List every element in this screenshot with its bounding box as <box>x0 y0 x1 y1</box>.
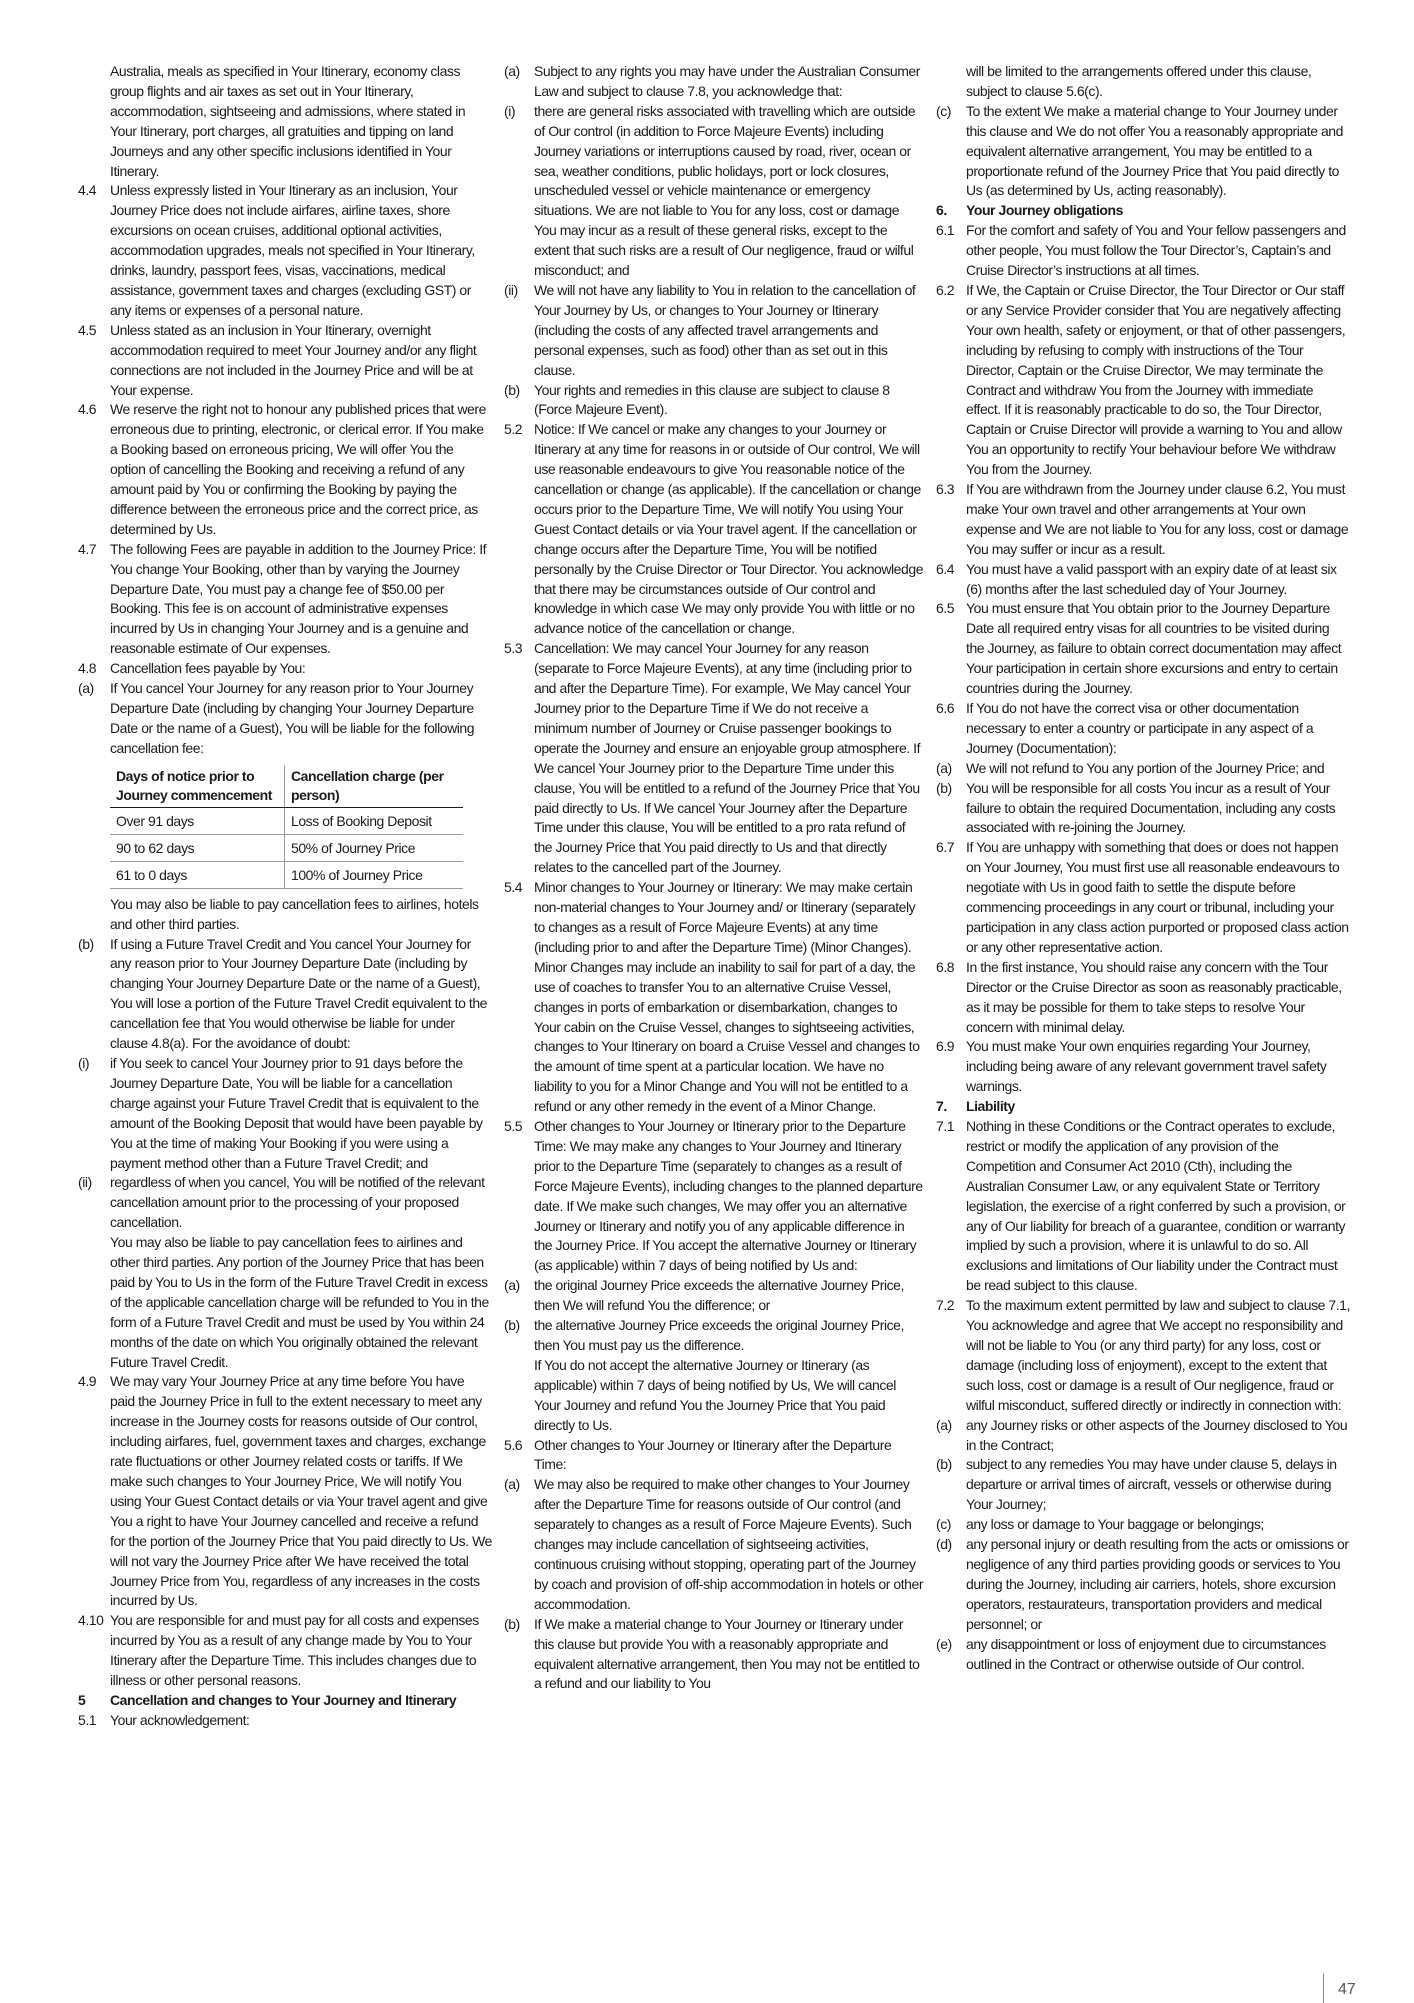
column-2 <box>504 62 924 1694</box>
clause-text: Your acknowledgement: <box>110 1711 250 1728</box>
clause-number: (b) <box>504 1317 520 1334</box>
cell-days: Over 91 days <box>110 807 285 834</box>
clause-5-1-b <box>504 381 924 421</box>
clause-text: The following Fees are payable in addition to the Journey Price: If You change Your Booking, other than by varying the Journey Departure Date, You must pay a change fee of $50.00 per Booking. This fee is on account of administrative expenses incurred by Us in changing Your Journey and is a genuine and reasonable estimate of Our expenses. <box>110 540 487 657</box>
clause-text: We will not refund to You any portion of the Journey Price; and <box>966 759 1325 776</box>
clause-text: If You are unhappy with something that does or does not happen on Your Journey, You must first use all reasonable endeavours to negotiate with Us in good faith to settle the dispute before commencing proceedings in any court or tribunal, including your participation in any class action purported or proposed class action or any other representative action. <box>966 839 1349 955</box>
clause-number: 6.5 <box>936 600 955 617</box>
section-7-heading <box>936 1097 1350 1117</box>
clause-number: (i) <box>504 102 516 119</box>
clause-5-4 <box>504 878 924 1117</box>
clause-number: 6.6 <box>936 700 955 716</box>
clause-4-8-a <box>78 679 492 759</box>
clause-text: Other changes to Your Journey or Itinerary after the Departure Time: <box>534 1436 892 1473</box>
clause-7-2-d <box>936 1535 1350 1635</box>
clause-4-8-b-note: You may also be liable to pay cancellation fees to airlines and other third parties. Any portion of the Journey Price that has been paid by You to Us in the form of the Future Travel Credit in excess of the applicable cancellation charge will be refunded to You in the form of a Future Travel Credit and must be used by You within 24 months of the date on which You originally obtained the relevant Future Travel Credit. <box>110 1234 489 1370</box>
clause-6-5 <box>936 599 1350 699</box>
clause-number: (ii) <box>504 281 518 298</box>
clause-number: (b) <box>78 935 94 952</box>
clause-6-7 <box>936 838 1350 957</box>
section-title: Liability <box>966 1098 1015 1115</box>
clause-6-9 <box>936 1037 1350 1097</box>
clause-4-7 <box>78 540 492 659</box>
cell-days: 90 to 62 days <box>110 834 285 861</box>
clause-5-6 <box>504 1436 924 1476</box>
clause-4-3-continuation: Australia, meals as specified in Your Itinerary, economy class group flights and air taxes as set out in Your Itinerary, accommodation, sightseeing and admissions, where stated in Your Itinerary, port charges, all gratuities and tipping on land Journeys and any other specific inclusions identified in Your Itinerary. <box>110 63 466 179</box>
clause-4-8-b <box>78 935 492 1054</box>
clause-5-6-b <box>504 1615 924 1695</box>
clause-6-6-a <box>936 759 1350 779</box>
clause-5-5-b <box>504 1316 924 1356</box>
clause-number: 4.7 <box>78 540 97 557</box>
clause-4-8-b-i <box>78 1054 492 1173</box>
clause-5-2 <box>504 420 924 639</box>
clause-number: (i) <box>78 1054 90 1071</box>
cell-charge: 100% of Journey Price <box>285 861 464 888</box>
cell-charge: Loss of Booking Deposit <box>285 807 464 834</box>
clause-number: (a) <box>78 680 94 697</box>
page-number: 47 <box>1338 1981 1356 1998</box>
clause-number: 4.6 <box>78 401 97 418</box>
clause-5-6-b-continuation: will be limited to the arrangements offered under this clause, subject to clause 5.6(c). <box>966 63 1312 99</box>
cell-charge: 50% of Journey Price <box>285 834 464 861</box>
clause-7-2-b <box>936 1455 1350 1515</box>
section-6-heading <box>936 201 1350 221</box>
clause-text: any disappointment or loss of enjoyment due to circumstances outlined in the Contract or otherwise outside of Our control. <box>966 1635 1326 1672</box>
clause-5-1 <box>78 1711 492 1731</box>
clause-number: 4.4 <box>78 182 97 199</box>
clause-text: You must ensure that You obtain prior to the Journey Departure Date all required entry visas for all countries to be visited during the Journey, as failure to obtain correct documentation may affect Your participation in certain shore excursions and entry to certain countries during the Journey. <box>966 600 1342 697</box>
clause-text: You must make Your own enquiries regarding Your Journey, including being aware of any relevant government travel safety warnings. <box>966 1038 1327 1095</box>
clause-text: Cancellation fees payable by You: <box>110 660 306 677</box>
clause-number: (e) <box>936 1635 952 1652</box>
clause-text: any Journey risks or other aspects of the Journey disclosed to You in the Contract; <box>966 1416 1348 1453</box>
clause-text: the original Journey Price exceeds the alternative Journey Price, then We will refund You the difference; or <box>534 1277 904 1314</box>
clause-text: For the comfort and safety of You and Your fellow passengers and other people, You must follow the Tour Director’s, Captain’s and Cruise Director’s instructions at all times. <box>966 222 1346 279</box>
clause-number: 5.3 <box>504 640 523 657</box>
column-1 <box>78 62 492 1731</box>
clause-text: If You are withdrawn from the Journey under clause 6.2, You must make Your own travel and other arrangements at Your own expense and We are not liable to You for any loss, cost or damage You may suffer or incur as a result. <box>966 481 1349 557</box>
clause-text: Unless stated as an inclusion in Your Itinerary, overnight accommodation required to meet Your Journey and/or any flight connections are not included in the Journey Price and will be at Your expense. <box>110 321 477 398</box>
clause-text: if You seek to cancel Your Journey prior to 91 days before the Journey Departure Date, You will be liable for a cancellation charge against your Future Travel Credit that is equivalent to the amount of the Booking Deposit that would have been payable by You at the time of making Your Booking if you were using a payment method other than a Future Travel Credit; and <box>110 1054 483 1171</box>
section-number: 5 <box>78 1691 86 1708</box>
clause-text: You are responsible for and must pay for all costs and expenses incurred by You as a result of any change made by You to Your Itinerary after the Departure Time. This includes changes due to illness or other personal reasons. <box>110 1612 479 1689</box>
clause-4-4 <box>78 181 492 320</box>
section-title: Your Journey obligations <box>966 202 1123 219</box>
clause-text: You must have a valid passport with an expiry date of at least six (6) months after the last scheduled day of Your Journey. <box>966 560 1337 597</box>
clause-6-2 <box>936 281 1350 480</box>
clause-5-5 <box>504 1117 924 1276</box>
clause-number: 6.9 <box>936 1038 955 1055</box>
clause-4-8 <box>78 659 492 679</box>
table-row <box>110 807 463 834</box>
clause-number: (c) <box>936 102 951 119</box>
clause-text: Unless expressly listed in Your Itinerary as an inclusion, Your Journey Price does not include airfares, airline taxes, shore excursions on ocean cruises, additional optional activities, accommodation upgrades, meals not specified in Your Itinerary, drinks, laundry, passport fees, visas, vaccinations, medical assistance, government taxes and charges (excluding GST) or any items or expenses of a personal nature. <box>110 182 475 318</box>
clause-number: (b) <box>936 779 952 796</box>
page-number-divider <box>1323 1973 1324 2003</box>
clause-number: (b) <box>936 1456 952 1473</box>
clause-number: 5.6 <box>504 1436 523 1453</box>
clause-number: (b) <box>504 381 520 398</box>
clause-text: We reserve the right not to honour any published prices that were erroneous due to printing, electronic, or clerical error. If You make a Booking based on erroneous pricing, We will offer You the option of cancelling the Booking and receiving a refund of any amount paid by You or confirming the Booking by paying the difference between the erroneous price and the correct price, as determined by Us. <box>110 401 486 537</box>
clause-5-6-a <box>504 1475 924 1614</box>
clause-number: 6.2 <box>936 281 955 298</box>
clause-number: 6.1 <box>936 222 955 239</box>
clause-text: there are general risks associated with travelling which are outside of Our control (in addition to Force Majeure Events) including Journey variations or interruptions caused by road, river, ocean or sea, weather conditions, public holidays, port or lock closures, unscheduled vessel or vehicle maintenance or emergency situations. We are not liable to You for any loss, cost or damage You may incur as a result of these general risks, except to the extent that such risks are a result of Our negligence, fraud or wilful misconduct; and <box>534 102 916 279</box>
clause-number: (b) <box>504 1615 520 1632</box>
clause-number: (d) <box>936 1536 952 1553</box>
clause-number: (a) <box>936 759 952 776</box>
clause-5-1-a <box>504 62 924 102</box>
clause-number: 7.1 <box>936 1118 955 1135</box>
clause-number: 5.2 <box>504 421 523 438</box>
clause-7-2 <box>936 1296 1350 1415</box>
clause-text: Other changes to Your Journey or Itinerary prior to the Departure Time: We may make any changes to Your Journey and Itinerary prior to the Departure Time (separately to changes as a result of Force Majeure Events), including changes to the planned departure date. If We make such changes, We may offer you an alternative Journey or Itinerary and notify you of any applicable difference in the Journey Price. If You accept the alternative Journey or Itinerary (as applicable) within 7 days of being notified by Us and: <box>534 1118 923 1274</box>
clause-number: 6.3 <box>936 481 955 498</box>
clause-number: 4.8 <box>78 660 97 677</box>
clause-number: (a) <box>504 63 520 79</box>
clause-text: We may vary Your Journey Price at any time before You have paid the Journey Price in full to the extent necessary to meet any increase in the Journey costs for reasons outside of Our control, including airfares, fuel, government taxes and charges, exchange rate fluctuations or other Journey related costs or tariffs. If We make such changes to Your Journey Price, We will notify You using Your Guest Contact details or via Your travel agent and give You a right to have Your Journey cancelled and receive a refund for the portion of the Journey Price that You paid directly to Us. We will not vary the Journey Price after We have received the total Journey Price from You, regardless of any increases in the costs incurred by Us. <box>110 1373 492 1609</box>
section-number: 7. <box>936 1098 947 1115</box>
clause-number: (a) <box>504 1476 520 1493</box>
clause-number: 5.5 <box>504 1118 523 1135</box>
clause-number: 4.5 <box>78 321 97 338</box>
clause-text: You will be responsible for all costs You incur as a result of Your failure to obtain the required Documentation, including any costs associated with re-joining the Journey. <box>966 779 1336 836</box>
section-number: 6. <box>936 202 947 219</box>
clause-number: (c) <box>936 1516 951 1533</box>
clause-text: To the maximum extent permitted by law and subject to clause 7.1, You acknowledge and agree that We accept no responsibility and will not be liable to You (or any third party) for any loss, cost or damage (including loss of enjoyment), except to the extent that such loss, cost or damage is a result of Our negligence, fraud or wilful misconduct, suffered directly or indirectly in connection with: <box>966 1297 1350 1413</box>
clause-5-6-c <box>936 102 1350 202</box>
clause-7-1 <box>936 1117 1350 1296</box>
clause-text: If You cancel Your Journey for any reason prior to Your Journey Departure Date (including by changing Your Journey Departure Date or the name of a Guest), You will be liable for the following cancellation fee: <box>110 680 475 756</box>
clause-text: Subject to any rights you may have under the Australian Consumer Law and subject to clause 7.8, you acknowledge that: <box>534 63 920 99</box>
clause-text: In the first instance, You should raise any concern with the Tour Director or the Cruise Director as soon as reasonably practicable, as it may be possible for them to take steps to resolve Your concern with minimal delay. <box>966 958 1342 1035</box>
cell-days: 61 to 0 days <box>110 861 285 888</box>
section-5-heading <box>78 1691 492 1711</box>
clause-text: If You do not have the correct visa or other documentation necessary to enter a country or participate in any aspect of a Journey (Documentation): <box>966 700 1314 756</box>
clause-number: 4.9 <box>78 1373 97 1390</box>
clause-6-3 <box>936 480 1350 560</box>
section-title: Cancellation and changes to Your Journey and Itinerary <box>110 1691 457 1708</box>
clause-number: 7.2 <box>936 1297 955 1314</box>
clause-text: subject to any remedies You may have under clause 5, delays in departure or arrival times of aircraft, vessels or otherwise during Your Journey; <box>966 1456 1337 1513</box>
clause-text: regardless of when you cancel, You will be notified of the relevant cancellation amount prior to the processing of your proposed cancellation. <box>110 1174 485 1231</box>
clause-text: any personal injury or death resulting from the acts or omissions or negligence of any third parties providing goods or services to You during the Journey, including air carriers, hotels, shore excursion operators, restaurateurs, transportation providers and medical personnel; or <box>966 1536 1349 1632</box>
clause-text: To the extent We make a material change to Your Journey under this clause and We do not offer You a reasonably appropriate and equivalent alternative arrangement, You may be entitled to a proportionate refund of the Journey Price that You paid directly to Us (as determined by Us, acting reasonably). <box>966 102 1343 199</box>
clause-7-2-e <box>936 1635 1350 1675</box>
column-header-days: Days of notice prior to Journey commencement <box>110 765 285 808</box>
clause-text: Cancellation: We may cancel Your Journey for any reason (separate to Force Majeure Events), at any time (including prior to and after the Departure Time). For example, We May cancel Your Journey prior to the Departure Time if We do not receive a minimum number of Journey or Cruise passenger bookings to operate the Journey and ensure an enjoyable group atmosphere. If We cancel Your Journey prior to the Departure Time under this clause, You will be entitled to a refund of the Journey Price that You paid directly to Us. If We cancel Your Journey after the Departure Time under this clause, You will be entitled to a pro rata refund of the Journey Price that You paid directly to Us and that directly relates to the cancelled part of the Journey. <box>534 640 921 876</box>
clause-text: Minor changes to Your Journey or Itinerary: We may make certain non-material changes to Your Journey and/ or Itinerary (separately to changes as a result of Force Majeure Events) at any time (including prior to and after the Departure Time) (Minor Changes). Minor Changes may include an inability to sail for part of a day, the use of coaches to transfer You to an alternative Cruise Vessel, changes in ports of embarkation or disembarkation, changes to Your cabin on the Cruise Vessel, changes to sightseeing activities, changes to Your Itinerary on board a Cruise Vessel and changes to the amount of time spent at a particular location. We have no liability to you for a Minor Change and You will not be entitled to a refund or any other remedy in the event of a Minor Change. <box>534 879 920 1115</box>
clause-6-6-b <box>936 779 1350 839</box>
clause-6-4 <box>936 560 1350 600</box>
clause-6-1 <box>936 221 1350 281</box>
clause-4-6 <box>78 400 492 539</box>
clause-text: If using a Future Travel Credit and You cancel Your Journey for any reason prior to Your Journey Departure Date (including by changing Your Journey Departure Date or the name of a Guest), You will lose a portion of the Future Travel Credit equivalent to the cancellation fee that You would otherwise be liable for under clause 4.8(a). For the avoidance of doubt: <box>110 935 488 1052</box>
clause-text: Nothing in these Conditions or the Contract operates to exclude, restrict or modify the application of any provision of the Competition and Consumer Act 2010 (Cth), including the Australian Consumer Law, or any equivalent State or Territory legislation, the exercise of a right conferred by such a provision, or any of Our liability for breach of a guarantee, condition or warranty implied by such a provision, where it is unlawful to do so. All exclusions and limitations of Our liability under the Contract must be read subject to this clause. <box>966 1118 1346 1294</box>
column-header-charge: Cancellation charge (per person) <box>285 765 464 808</box>
clause-text: If We make a material change to Your Journey or Itinerary under this clause but provide You with a reasonably appropriate and equivalent alternative arrangement, then You may not be entitled to a refund and our liability to You <box>534 1615 920 1692</box>
clause-5-3 <box>504 639 924 878</box>
table-header-row <box>110 765 463 808</box>
clause-text: any loss or damage to Your baggage or belongings; <box>966 1516 1264 1533</box>
column-3 <box>936 62 1350 1674</box>
clause-number: (a) <box>936 1416 952 1433</box>
clause-6-8 <box>936 958 1350 1038</box>
clause-5-5-a <box>504 1276 924 1316</box>
clause-number: 6.7 <box>936 839 955 856</box>
clause-text: Your rights and remedies in this clause are subject to clause 8 (Force Majeure Event). <box>534 381 890 418</box>
clause-number: 6.8 <box>936 958 955 975</box>
cancellation-fee-table <box>110 765 463 889</box>
clause-5-1-a-ii <box>504 281 924 381</box>
clause-text: If We, the Captain or Cruise Director, the Tour Director or Our staff or any Service Provider consider that You are negatively affecting Your own health, safety or enjoyment, or that of other passengers, including by refusing to comply with instructions of the Tour Director, Captain or the Cruise Director, We may terminate the Contract and withdraw You from the Journey with immediate effect. If it is reasonably practicable to do so, the Tour Director, Captain or Cruise Director will provide a warning to You and allow You an opportunity to rectify Your behaviour before We withdraw You from the Journey. <box>966 281 1346 478</box>
clause-number: 5.1 <box>78 1711 97 1728</box>
clause-text: Notice: If We cancel or make any changes to your Journey or Itinerary at any time for reasons in or outside of Our control, We will use reasonable endeavours to give You reasonable notice of the cancellation or change (as applicable). If the cancellation or change occurs prior to the Departure Time, We will notify You using Your Guest Contact details or via Your travel agent. If the cancellation or change occurs after the Departure Time, You will be notified personally by the Cruise Director or Tour Director. You acknowledge that there may be circumstances outside of Our control and knowledge in which case We may only provide You with little or no advance notice of the cancellation or change. <box>534 421 924 637</box>
clause-number: (ii) <box>78 1174 92 1191</box>
clause-number: (a) <box>504 1277 520 1294</box>
clause-4-5 <box>78 321 492 401</box>
table-row <box>110 834 463 861</box>
clause-text: We will not have any liability to You in relation to the cancellation of Your Journey by Us, or changes to Your Journey or Itinerary (including the costs of any affected travel arrangements and personal expenses, such as food) other than as set out in this clause. <box>534 281 916 378</box>
clause-4-9 <box>78 1372 492 1611</box>
clause-number: 6.4 <box>936 560 955 577</box>
clause-text: We may also be required to make other changes to Your Journey after the Departure Time for reasons outside of Our control (and separately to changes as a result of Force Majeure Events). Such changes may include cancellation of sightseeing activities, continuous cruising without stopping, operating part of the Journey by coach and provision of off-ship accommodation in hotels or other accommodation. <box>534 1476 924 1612</box>
clause-7-2-a <box>936 1416 1350 1456</box>
clause-5-5-note: If You do not accept the alternative Journey or Itinerary (as applicable) within 7 days of being notified by Us, We will cancel Your Journey and refund You the Journey Price that You paid directly to Us. <box>534 1356 896 1433</box>
clause-5-1-a-i <box>504 102 924 281</box>
clause-6-6 <box>936 699 1350 759</box>
clause-4-8-a-note: You may also be liable to pay cancellation fees to airlines, hotels and other third parties. <box>110 895 479 932</box>
clause-4-8-b-ii <box>78 1173 492 1233</box>
clause-text: the alternative Journey Price exceeds the original Journey Price, then You must pay us the difference. <box>534 1317 904 1353</box>
clause-7-2-c <box>936 1515 1350 1535</box>
clause-4-10 <box>78 1611 492 1691</box>
table-row <box>110 861 463 888</box>
clause-number: 5.4 <box>504 879 523 896</box>
clause-number: 4.10 <box>78 1612 104 1629</box>
